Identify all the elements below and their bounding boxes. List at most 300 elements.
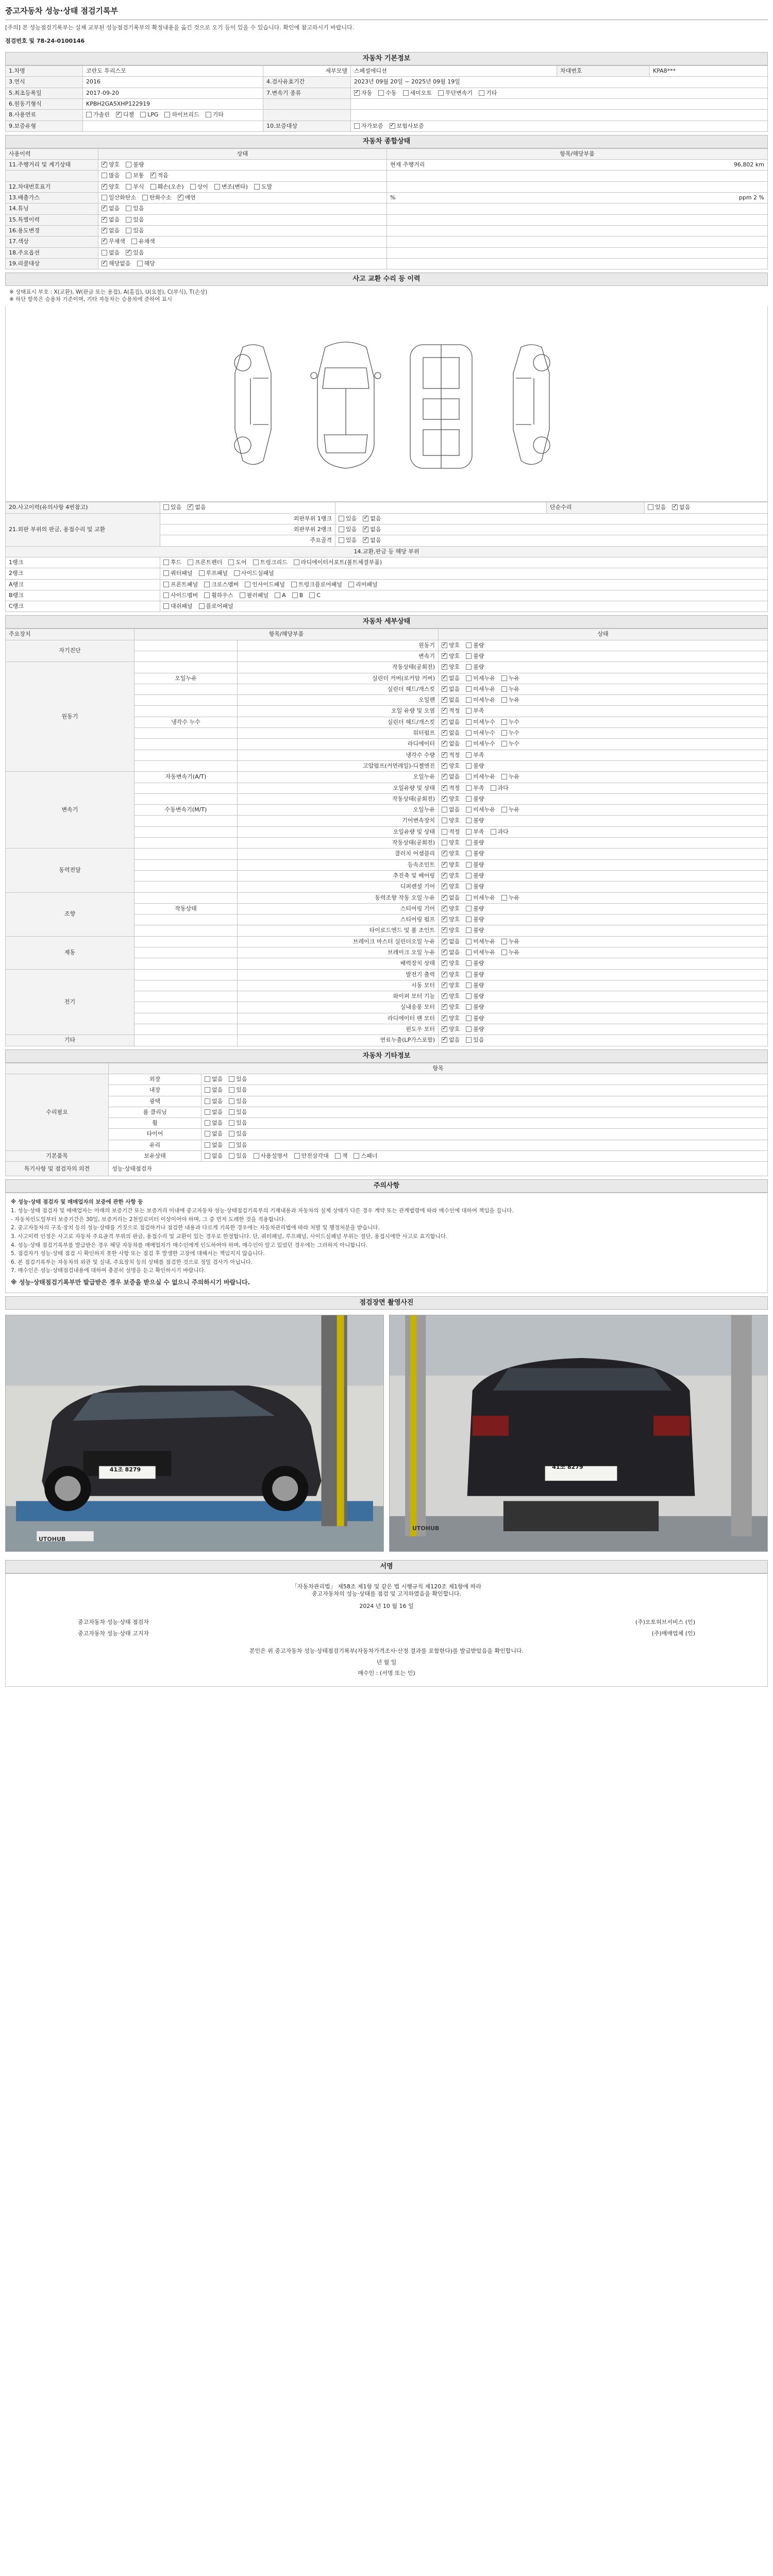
buyer-sign: 매수인 : (서명 또는 인): [358, 1669, 415, 1676]
transmission-option: [403, 90, 432, 97]
detail-option-label: 과다: [497, 784, 509, 791]
detail-sub: 냉각수 누수: [135, 717, 238, 727]
detail-option: [501, 719, 519, 726]
detail-option-label: 과다: [497, 828, 509, 835]
detail-option: [442, 971, 460, 978]
detail-option: [442, 916, 460, 923]
detail-item-label: 필러패널: [246, 591, 269, 599]
checkbox-icon: [363, 527, 368, 532]
detail-part: 기어변속장치: [238, 816, 439, 826]
detail-parts-row: [6, 579, 768, 590]
other-state: [201, 1118, 768, 1129]
detail-item-label: 프론트패널: [171, 581, 198, 588]
general-label: 11.주행거리 및 계기상태: [6, 160, 98, 171]
detail-option: [466, 949, 495, 956]
checkbox-icon: [229, 1142, 234, 1148]
other-name: 외장: [109, 1074, 201, 1084]
doc-number-row: [5, 35, 768, 49]
general-option-label: 탄화수소: [149, 194, 172, 201]
detail-state: [439, 684, 768, 694]
detail-sub: [135, 892, 238, 903]
general-option: [126, 161, 144, 168]
general-option: [102, 194, 136, 201]
detail-row: [6, 1035, 768, 1046]
checkbox-icon: [466, 851, 472, 856]
detail-sub: 수동변속기(M/T): [135, 805, 238, 816]
detail-sub: [135, 739, 238, 750]
general-option: [126, 205, 144, 212]
basic-label: 5.최초등록일: [6, 88, 83, 98]
detail-option: [442, 773, 460, 781]
detail-option-label: 양호: [449, 905, 460, 912]
detail-item: [228, 559, 246, 566]
checkbox-icon: [501, 950, 507, 955]
detail-option-label: 불량: [473, 1026, 484, 1033]
detail-option: [466, 982, 484, 989]
checkbox-icon: [102, 217, 107, 223]
detail-option: [501, 949, 519, 956]
general-part: [387, 204, 768, 214]
detail-option: [442, 697, 460, 704]
signature-line-2: 중고자동차의 성능·상태를 점검 및 고지하였음을 확인합니다.: [311, 1590, 462, 1597]
general-row: [6, 160, 768, 171]
checkbox-icon: [142, 195, 148, 200]
general-option: [178, 194, 196, 201]
detail-option: [466, 675, 495, 682]
checkbox-icon: [199, 603, 205, 609]
checkbox-icon: [229, 1098, 234, 1104]
detail-option-label: 양호: [449, 872, 460, 879]
general-option: [102, 249, 120, 257]
detail-option-label: 누수: [508, 730, 520, 737]
detail-option: [442, 1037, 460, 1044]
checkbox-icon: [363, 537, 368, 543]
detail-option-label: 적정: [449, 751, 460, 758]
checkbox-icon: [466, 686, 472, 692]
checkbox-icon: [102, 162, 107, 167]
detail-rank: C랭크: [6, 601, 160, 612]
general-label: 17.색상: [6, 236, 98, 247]
checkbox-icon: [102, 173, 107, 178]
checkbox-icon: [126, 206, 131, 211]
general-state: [98, 258, 387, 269]
accident-q1: 20.사고이력(유의사항 4번참고): [6, 502, 160, 513]
detail-sub: [135, 783, 238, 793]
detail-option-label: 양호: [449, 817, 460, 824]
fuel-option: [206, 111, 224, 118]
checkbox-icon: [501, 895, 507, 901]
detail-items: [160, 601, 768, 612]
detail-row: [6, 640, 768, 651]
detail-option-label: 누유: [508, 674, 520, 682]
general-section-title: 자동차 종합상태: [5, 135, 768, 148]
general-option-label: 도말: [261, 183, 273, 190]
other-head-row: [6, 1063, 768, 1074]
detail-option-label: 양호: [449, 981, 460, 989]
front-sign-text: UTOHUB: [39, 1535, 66, 1543]
other-state: [201, 1085, 768, 1096]
detail-option-label: 미세누유: [473, 773, 495, 781]
detail-part: 실내송풍 모터: [238, 1002, 439, 1013]
checkbox-icon: [163, 560, 169, 565]
other-option-label: 없음: [212, 1075, 223, 1082]
checkbox-icon: [442, 1026, 447, 1032]
rear-plate-text: 41조 8279: [552, 1464, 583, 1471]
checkbox-icon: [501, 719, 507, 725]
accident-section-title: 사고 교환 수리 등 이력: [5, 273, 768, 286]
detail-item: [275, 592, 286, 599]
general-option-label: 무채색: [109, 238, 125, 245]
basic-value: [83, 98, 263, 109]
other-state: [201, 1140, 768, 1150]
detail-option: [466, 894, 495, 902]
detail-state: [439, 816, 768, 826]
checkbox-icon: [116, 112, 122, 117]
notice-footer: ※ 성능·상태점검기록부만 발급받은 경우 보증을 받으실 수 없으니 주의하시기 바랍니다.: [11, 1279, 250, 1286]
detail-option: [466, 905, 484, 912]
detail-group: 제동: [6, 936, 135, 969]
checkbox-icon: [335, 1153, 341, 1159]
inspection-photos: [5, 1310, 768, 1557]
rank-name: 외판부위 2랭크: [160, 524, 335, 535]
checkbox-icon: [501, 730, 507, 736]
general-part: [387, 160, 768, 171]
rank-state: [335, 535, 768, 546]
detail-item-label: C: [316, 591, 321, 599]
checkbox-icon: [466, 664, 472, 670]
other-option-label: 없음: [212, 1141, 223, 1148]
general-part: [387, 258, 768, 269]
checkbox-icon: [204, 582, 210, 587]
checkbox-icon: [164, 112, 170, 117]
other-row: [6, 1107, 768, 1117]
detail-option: [442, 872, 460, 879]
detail-part: 냉각수 수량: [238, 750, 439, 760]
checkbox-icon: [102, 184, 107, 190]
general-option: [102, 227, 120, 234]
other-option-label: 없음: [212, 1108, 223, 1115]
detail-option: [442, 850, 460, 857]
rank-option-label: 없음: [370, 515, 381, 522]
rank-option: [363, 526, 381, 533]
checkbox-icon: [403, 90, 409, 96]
other-option-label: 있음: [236, 1108, 247, 1115]
detail-rank: A랭크: [6, 579, 160, 590]
general-part: [387, 181, 768, 192]
basic-items-row: [6, 1151, 768, 1162]
detail-state: [439, 750, 768, 760]
opinion-label: 특기사항 및 점검자의 의견: [6, 1162, 109, 1176]
basic-items-value: 보유상태: [109, 1151, 201, 1162]
checkbox-icon: [442, 741, 447, 747]
detail-option-label: 적정: [449, 828, 460, 835]
detail-group: 기타: [6, 1035, 135, 1046]
detail-option: [466, 839, 484, 846]
checkbox-icon: [163, 504, 169, 510]
basic-label-2: [263, 110, 351, 121]
signature-block: [5, 1573, 768, 1687]
fuel-option-label: 하이브리드: [172, 111, 199, 118]
checkbox-icon: [442, 993, 447, 999]
checkbox-icon: [466, 840, 472, 845]
basic-value-2: [351, 110, 768, 121]
checkbox-icon: [294, 560, 299, 565]
general-option-label: 양호: [109, 161, 120, 168]
checkbox-icon: [442, 664, 447, 670]
detail-row: [6, 772, 768, 783]
checkbox-icon: [245, 582, 250, 587]
checkbox-icon: [466, 862, 472, 868]
detail-option-label: 양호: [449, 861, 460, 868]
detail-part: 윈도우 모터: [238, 1024, 439, 1035]
checkbox-icon: [442, 862, 447, 868]
checkbox-icon: [363, 516, 368, 521]
detail-item: [294, 559, 382, 566]
detail-part: 오일누유: [238, 805, 439, 816]
checkbox-icon: [339, 527, 344, 532]
other-option-label: 있음: [236, 1130, 247, 1138]
general-option-label: 해당없음: [109, 260, 131, 267]
detail-item: [234, 570, 274, 577]
checkbox-icon: [466, 708, 472, 714]
detail-option-label: 불량: [473, 1004, 484, 1011]
checkbox-icon: [229, 1153, 234, 1159]
general-option-label: 매연: [184, 194, 196, 201]
photo-rear: [389, 1315, 768, 1552]
accident-option: [672, 504, 690, 511]
detail-items: [160, 579, 768, 590]
detail-part: 라디에이터: [238, 739, 439, 750]
checkbox-icon: [126, 228, 131, 233]
checkbox-icon: [163, 570, 169, 576]
detail-option: [466, 960, 484, 967]
general-row: [6, 181, 768, 192]
detail-option: [442, 730, 460, 737]
other-option: [205, 1109, 223, 1116]
detail-head-device: 주요장치: [6, 629, 135, 640]
detail-option: [466, 730, 495, 737]
rank-option: [363, 537, 381, 544]
other-option-label: 없음: [212, 1087, 223, 1094]
other-option: [205, 1087, 223, 1094]
checkbox-icon: [205, 1109, 210, 1115]
detail-row: [6, 936, 768, 947]
detail-part: 스티어링 펌프: [238, 914, 439, 925]
other-option-label: 없음: [212, 1120, 223, 1127]
fuel-option: [116, 111, 134, 118]
other-option: [229, 1098, 247, 1105]
detail-rank: B랭크: [6, 590, 160, 601]
dealer-label: 중고자동차 성능·상태 고지자: [78, 1630, 149, 1637]
basic-value-text: 2016: [86, 78, 100, 86]
detail-option-label: 없음: [449, 806, 460, 814]
general-option-label: 없음: [109, 216, 120, 223]
detail-option-label: 누유: [508, 806, 520, 814]
detail-head-state: 상태: [439, 629, 768, 640]
detail-option: [466, 795, 484, 803]
general-option: [126, 183, 144, 191]
checkbox-icon: [466, 741, 472, 747]
basic-items-option: [205, 1153, 223, 1160]
checkbox-icon: [275, 592, 280, 598]
general-part: [387, 236, 768, 247]
checkbox-icon: [442, 653, 447, 659]
detail-option: [466, 1037, 484, 1044]
basic-code-value: KPA8***: [650, 66, 768, 77]
general-option-label: 없음: [109, 205, 120, 212]
general-option: [214, 183, 248, 191]
general-head-part: 항목/해당부품: [387, 148, 768, 159]
detail-option-label: 불량: [473, 883, 484, 890]
checkbox-icon: [466, 927, 472, 933]
checkbox-icon: [672, 504, 678, 510]
general-label: 13.배출가스: [6, 193, 98, 204]
checkbox-icon: [150, 173, 156, 178]
basic-row: [6, 98, 768, 109]
detail-item-label: A: [282, 591, 286, 599]
basic-label: 3.연식: [6, 77, 83, 88]
detail-option: [466, 971, 484, 978]
detail-option-label: 누유: [508, 938, 520, 945]
detail-option-label: 누유: [508, 685, 520, 692]
checkbox-icon: [188, 560, 193, 565]
checkbox-icon: [229, 1120, 234, 1126]
basic-items-state: [201, 1151, 768, 1162]
detail-option: [442, 762, 460, 770]
detail-option-label: 부족: [473, 751, 484, 758]
transmission-option-label: 기타: [486, 89, 497, 96]
detail-option: [466, 938, 495, 945]
accident-history-table: [5, 502, 768, 612]
checkbox-icon: [466, 807, 472, 812]
detail-sub: [135, 826, 238, 837]
legend-line-2: ※ 하단 항목은 승용차 기준이며, 기타 자동차는 승용차에 준하여 표시: [9, 296, 173, 302]
rank-option-label: 있음: [346, 526, 357, 533]
checkbox-icon: [378, 90, 384, 96]
checkbox-icon: [205, 1120, 210, 1126]
general-row: [6, 258, 768, 269]
general-row: [6, 247, 768, 258]
detail-parts-title: 14.교환,판금 등 해당 부위: [6, 546, 768, 557]
detail-state: [439, 728, 768, 739]
checkbox-icon: [466, 818, 472, 823]
detail-part: 스티어링 기어: [238, 903, 439, 914]
transmission-option: [479, 90, 497, 97]
detail-option: [466, 762, 484, 770]
checkbox-icon: [442, 960, 447, 966]
checkbox-icon: [442, 939, 447, 944]
checkbox-icon: [442, 972, 447, 977]
checkbox-icon: [466, 917, 472, 922]
other-row: [6, 1085, 768, 1096]
basic-row: [6, 110, 768, 121]
detail-sub: [135, 1013, 238, 1024]
detail-state: [439, 826, 768, 837]
checkbox-icon: [163, 592, 169, 598]
general-option: [190, 183, 208, 191]
detail-option: [442, 752, 460, 759]
notice-line: 6. 본 점검기록부는 자동차의 외관 및 실내, 주요장치 등의 상태를 점검한 것으로 정밀 검사가 아닙니다.: [11, 1259, 253, 1265]
detail-option-label: 없음: [449, 740, 460, 748]
other-state: [201, 1107, 768, 1117]
general-option-label: 있음: [133, 249, 144, 256]
fuel-option-label: 가솔린: [93, 111, 110, 118]
general-option: [137, 260, 155, 267]
checkbox-icon: [205, 1131, 210, 1137]
checkbox-icon: [466, 939, 472, 944]
notice-line: 4. 성능·상태 점검기록부를 발급받은 경우 해당 자동차를 매매업자가 매수인에게 인도하여야 하며, 매수인이 알고 있었던 경우에는 그러하지 아니합니다.: [11, 1242, 368, 1248]
basic-value: [83, 66, 263, 77]
detail-item-label: 트렁크플로어패널: [298, 581, 343, 588]
detail-option-label: 불량: [473, 927, 484, 934]
checkbox-icon: [466, 1037, 472, 1043]
general-label: 18.주요옵션: [6, 247, 98, 258]
basic-section-title: 자동차 기본정보: [5, 52, 768, 65]
checkbox-icon: [501, 939, 507, 944]
detail-state: [439, 882, 768, 892]
detail-option: [442, 1015, 460, 1022]
detail-parts-row: [6, 590, 768, 601]
checkbox-icon: [204, 592, 210, 598]
detail-part: 오일누유: [238, 772, 439, 783]
general-option-label: 있음: [133, 216, 144, 223]
accident-legend: [5, 286, 768, 306]
detail-group: 원동기: [6, 662, 135, 772]
detail-item: [199, 603, 233, 610]
checkbox-icon: [126, 250, 131, 256]
detail-state: [439, 859, 768, 870]
rank-option: [339, 515, 357, 522]
detail-state: [439, 991, 768, 1002]
checkbox-icon: [442, 686, 447, 692]
detail-item-label: 인사이드패널: [252, 581, 285, 588]
detail-option-label: 부족: [473, 784, 484, 791]
detail-parts-row: [6, 557, 768, 568]
checkbox-icon: [442, 917, 447, 922]
checkbox-icon: [466, 752, 472, 758]
detail-option: [501, 740, 519, 748]
detail-part: 원동기: [238, 640, 439, 651]
checkbox-icon: [205, 1087, 210, 1093]
checkbox-icon: [254, 1153, 259, 1159]
detail-option: [442, 795, 460, 803]
warranty-option: [354, 123, 383, 130]
car-outline-diagram: [6, 306, 767, 497]
doc-number-label: 점검번호 및: [5, 37, 35, 44]
detail-option: [442, 686, 460, 693]
detail-part: 작동상태(공회전): [238, 838, 439, 849]
detail-row: [6, 662, 768, 673]
detail-part: 실린더 커버(로커암 커버): [238, 673, 439, 684]
general-option-label: 상이: [197, 183, 208, 190]
basic-items-option-label: 잭: [342, 1153, 348, 1160]
detail-option: [466, 719, 495, 726]
detail-option-label: 미세누수: [473, 730, 495, 737]
detail-row: [6, 969, 768, 980]
general-head-state: 상태: [98, 148, 387, 159]
detail-sub: [135, 969, 238, 980]
signature-date: 2024 년 10 월 16 일: [359, 1603, 414, 1610]
detail-option: [442, 817, 460, 824]
checkbox-icon: [390, 123, 395, 129]
detail-sub: [135, 936, 238, 947]
detail-item: [204, 581, 239, 588]
general-part: [387, 171, 768, 181]
checkbox-icon: [466, 972, 472, 977]
rank-name: 외판부위 1랭크: [160, 513, 335, 524]
detail-part: 발전기 출력: [238, 969, 439, 980]
checkbox-icon: [228, 560, 234, 565]
